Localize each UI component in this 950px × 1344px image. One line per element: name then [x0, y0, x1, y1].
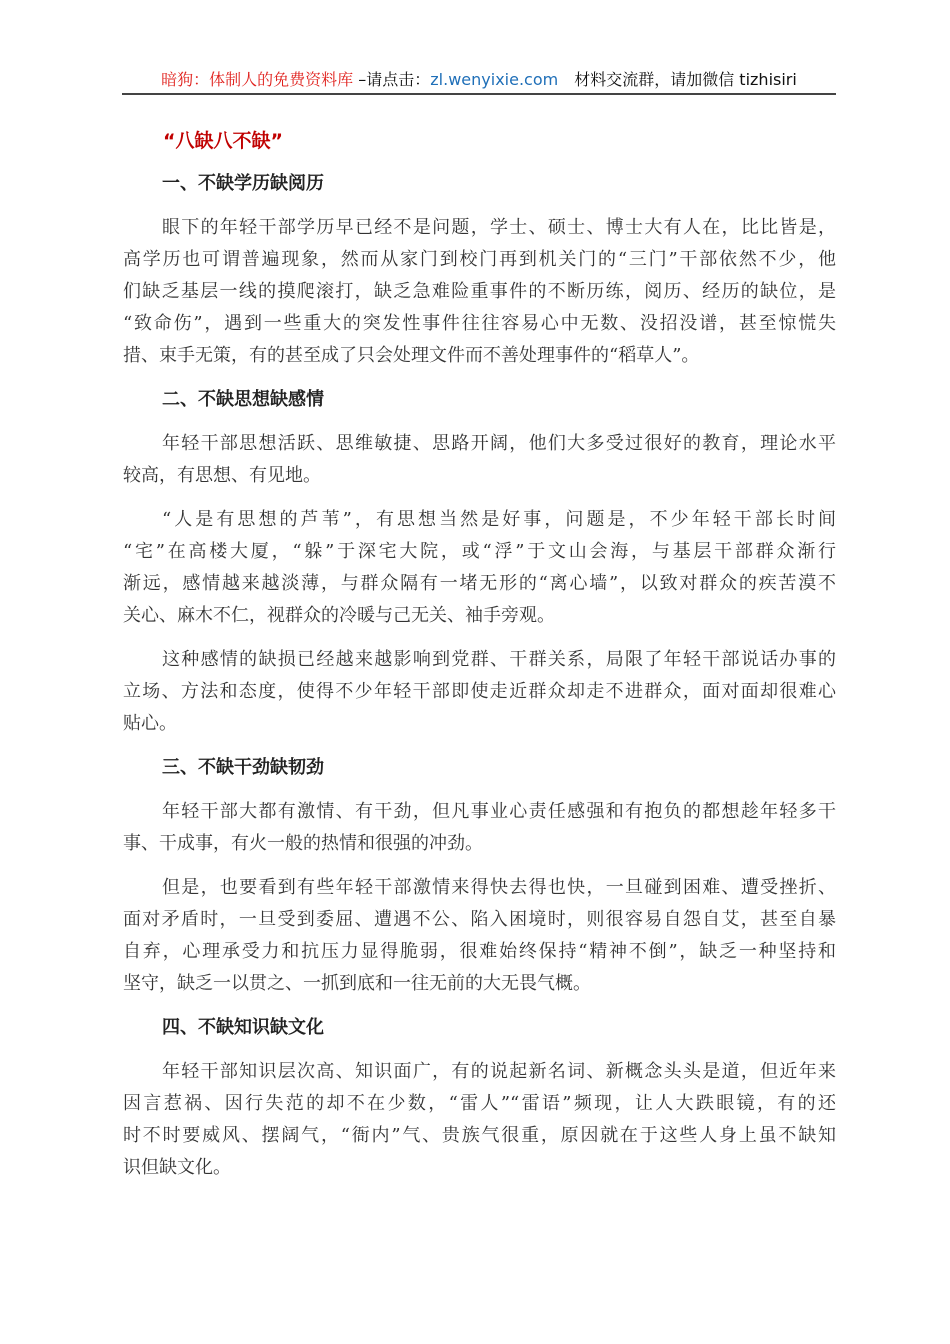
document-title: “八缺八不缺” [163, 130, 283, 152]
document-body [123, 124, 836, 1196]
section-heading: 一、不缺学历缺阅历 [162, 173, 324, 194]
paragraph-line: 这种感情的缺损已经越来越影响到党群、干群关系，局限了年轻干部说话办事的 [162, 649, 836, 670]
paragraph-line: 关心、麻木不仁，视群众的冷暖与己无关、袖手旁观。 [123, 605, 555, 626]
paragraph-line: 时不时要威风、摆阔气，“衙内”气、贵族气很重，原因就在于这些人身上虽不缺知 [123, 1125, 836, 1146]
section-heading: 四、不缺知识缺文化 [162, 1017, 324, 1038]
paragraph-line: 措、束手无策，有的甚至成了只会处理文件而不善处理事件的“稻草人”。 [123, 345, 700, 366]
paragraph [123, 212, 836, 372]
paragraph-line: 年轻干部思想活跃、思维敏捷、思路开阔，他们大多受过很好的教育，理论水平 [162, 433, 836, 454]
header-click-label: –请点击： [353, 70, 431, 89]
paragraph [123, 1056, 836, 1184]
paragraph-line: 坚守，缺乏一以贯之、一抓到底和一往无前的大无畏气概。 [123, 973, 591, 994]
paragraph [123, 872, 836, 1000]
paragraph-line: 渐远，感情越来越淡薄，与群众隔有一堵无形的“离心墙”，以致对群众的疾苦漠不 [123, 573, 836, 594]
paragraph-line: “致命伤”，遇到一些重大的突发性事件往往容易心中无数、没招没谱，甚至惊慌失 [123, 313, 836, 334]
paragraph [123, 796, 836, 860]
paragraph-line: 立场、方法和态度，使得不少年轻干部即使走近群众却走不进群众，面对面却很难心 [123, 681, 836, 702]
paragraph-line: 因言惹祸、因行失范的却不在少数，“雷人”“雷语”频现，让人大跌眼镜，有的还 [123, 1093, 836, 1114]
paragraph-line: 贴心。 [123, 713, 177, 734]
paragraph-line: 年轻干部知识层次高、知识面广，有的说起新名词、新概念头头是道，但近年来 [162, 1061, 836, 1082]
paragraph-line: 眼下的年轻干部学历早已经不是问题，学士、硕士、博士大有人在，比比皆是， [162, 217, 836, 238]
section-heading: 二、不缺思想缺感情 [162, 389, 324, 410]
paragraph [123, 504, 836, 632]
paragraph-line: 事、干成事，有火一般的热情和很强的冲劲。 [123, 833, 483, 854]
section-heading: 三、不缺干劲缺韧劲 [162, 757, 324, 778]
paragraph-line: 高学历也可谓普遍现象，然而从家门到校门再到机关门的“三门”干部依然不少，他 [123, 249, 836, 270]
paragraph [123, 428, 836, 492]
paragraph-line: 识但缺文化。 [123, 1157, 231, 1178]
header-link[interactable]: zl.wenyixie.com [430, 70, 559, 89]
paragraph [123, 644, 836, 740]
header-wechat-note: 材料交流群，请加微信 tizhisiri [558, 70, 797, 89]
paragraph-line: 面对矛盾时，一旦受到委屈、遭遇不公、陷入困境时，则很容易自怨自艾，甚至自暴 [123, 909, 836, 930]
paragraph-line: “宅”在高楼大厦，“躲”于深宅大院，或“浮”于文山会海，与基层干部群众渐行 [123, 541, 836, 562]
paragraph-line: 们缺乏基层一线的摸爬滚打，缺乏急难险重事件的不断历练，阅历、经历的缺位，是 [123, 281, 836, 302]
paragraph-line: 但是，也要看到有些年轻干部激情来得快去得也快，一旦碰到困难、遭受挫折、 [162, 877, 836, 898]
page-header [122, 68, 836, 95]
paragraph-line: 年轻干部大都有激情、有干劲，但凡事业心责任感强和有抱负的都想趁年轻多干 [162, 801, 836, 822]
paragraph-line: “人是有思想的芦苇”，有思想当然是好事，问题是，不少年轻干部长时间 [162, 509, 836, 530]
paragraph-line: 自弃，心理承受力和抗压力显得脆弱，很难始终保持“精神不倒”，缺乏一种坚持和 [123, 941, 836, 962]
paragraph-line: 较高，有思想、有见地。 [123, 465, 321, 486]
header-site-name: 暗狗：体制人的免费资料库 [161, 70, 354, 89]
